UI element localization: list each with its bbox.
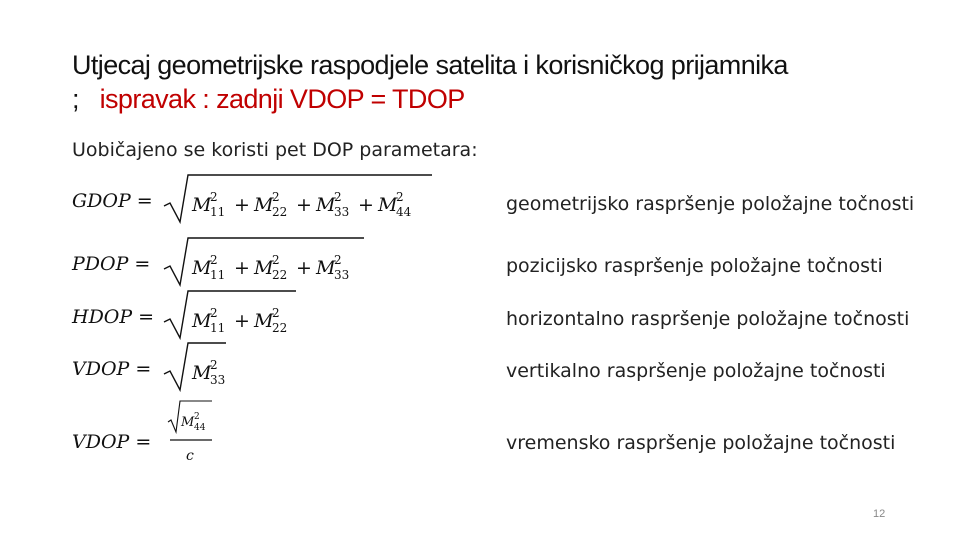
- equals-sign: =: [135, 431, 152, 453]
- sup: 2: [272, 253, 280, 267]
- sup: 2: [334, 190, 342, 204]
- formula-tdop: [72, 431, 157, 453]
- slide-title: [72, 48, 788, 116]
- sup: 2: [334, 253, 342, 267]
- term-m11: M: [192, 194, 212, 216]
- sub-33: 33: [210, 373, 226, 387]
- description-gdop: geometrijsko raspršenje položajne točnosti: [506, 193, 915, 215]
- term-m22: M: [254, 257, 274, 279]
- sub-44: 44: [396, 205, 412, 219]
- title-line-1: Utjecaj geometrijske raspodjele satelita i korisničkog prijamnika: [72, 50, 788, 80]
- description-tdop: vremensko raspršenje položajne točnosti: [506, 432, 896, 454]
- sup: 2: [210, 253, 218, 267]
- term-m33: M: [316, 194, 336, 216]
- term-m22: M: [254, 194, 274, 216]
- equals-sign: =: [134, 253, 151, 275]
- term-m33: M: [316, 257, 336, 279]
- sup: 2: [194, 412, 200, 422]
- term-m44: M: [378, 194, 398, 216]
- equals-sign: =: [136, 190, 153, 212]
- title-line-2: [72, 82, 788, 116]
- sub-11: 11: [210, 321, 226, 335]
- page-number: 12: [873, 508, 886, 520]
- title-semicolon: ;: [72, 84, 79, 114]
- sqrt-pdop: [162, 235, 372, 291]
- formula-pdop: [72, 253, 156, 275]
- intro-text: Uobičajeno se koristi pet DOP parametara:: [72, 139, 478, 161]
- formula-hdop: [72, 306, 160, 328]
- sqrt-vdop: [162, 340, 232, 396]
- plus-sign: +: [296, 257, 312, 279]
- formula-hdop-name: HDOP: [72, 306, 133, 328]
- sub-11: 11: [210, 205, 226, 219]
- formula-tdop-name: VDOP: [72, 431, 130, 453]
- equals-sign: =: [138, 306, 155, 328]
- title-correction-note: ispravak : zadnji VDOP = TDOP: [99, 84, 465, 114]
- sub-22: 22: [272, 205, 288, 219]
- sqrt-hdop: [162, 288, 302, 344]
- plus-sign: +: [234, 257, 250, 279]
- sup: 2: [396, 190, 404, 204]
- sup: 2: [210, 190, 218, 204]
- description-pdop: pozicijsko raspršenje položajne točnosti: [506, 255, 883, 277]
- sup: 2: [210, 306, 218, 320]
- term-m22: M: [254, 310, 274, 332]
- formula-gdop: [72, 190, 159, 212]
- fraction-tdop: [166, 398, 226, 468]
- equals-sign: =: [135, 358, 152, 380]
- term-m33: M: [192, 362, 212, 384]
- denominator-c: c: [186, 448, 194, 464]
- term-m11: M: [192, 310, 212, 332]
- sup: 2: [272, 306, 280, 320]
- description-hdop: horizontalno raspršenje položajne točnosti: [506, 308, 910, 330]
- plus-sign: +: [234, 310, 250, 332]
- plus-sign: +: [296, 194, 312, 216]
- sub-44: 44: [194, 423, 206, 433]
- sub-22: 22: [272, 321, 288, 335]
- sub-33: 33: [334, 268, 350, 282]
- term-m44: M: [181, 415, 195, 430]
- description-vdop: vertikalno raspršenje položajne točnosti: [506, 360, 886, 382]
- formula-pdop-name: PDOP: [72, 253, 129, 275]
- sqrt-gdop: [162, 172, 437, 228]
- formula-vdop: [72, 358, 157, 380]
- sub-22: 22: [272, 268, 288, 282]
- sub-33: 33: [334, 205, 350, 219]
- sub-11: 11: [210, 268, 226, 282]
- plus-sign: +: [358, 194, 374, 216]
- formula-vdop-name: VDOP: [72, 358, 130, 380]
- term-m11: M: [192, 257, 212, 279]
- plus-sign: +: [234, 194, 250, 216]
- sup: 2: [210, 358, 218, 372]
- formula-gdop-name: GDOP: [72, 190, 131, 212]
- sup: 2: [272, 190, 280, 204]
